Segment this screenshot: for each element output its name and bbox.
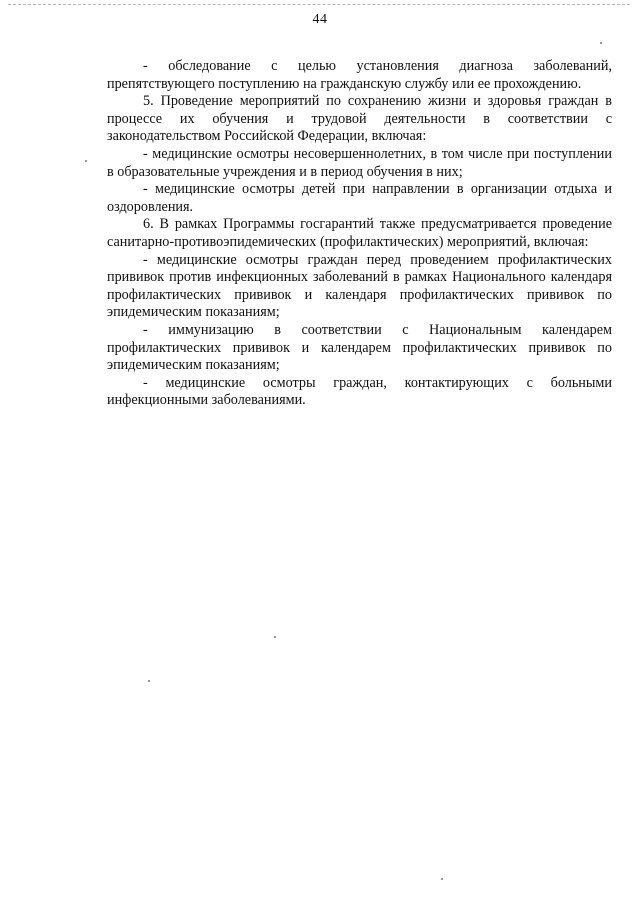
scan-speck	[148, 680, 150, 682]
paragraph-2: 5. Проведение мероприятий по сохранению жизни и здоровья граждан в процессе их обучения и трудовой деятельности в соответствии с законодательством Российской Федерации, включая:	[107, 93, 612, 145]
scan-speck	[85, 160, 87, 162]
paragraph-5: 6. В рамках Программы госгарантий также предусматривается проведение санитарно-противоэпидемических (профилактических) мероприятий, включая:	[107, 216, 612, 250]
paragraph-7: - иммунизацию в соответствии с Национальным календарем профилактических прививок и календарем профилактических прививок по эпидемическим показаниям;	[107, 321, 612, 374]
paragraph-6: - медицинские осмотры граждан перед проведением профилактических прививок против инфекционных заболеваний в рамках Национального календаря профилактических прививок и календаря профилактических прививок по эпидемическим показаниям;	[107, 251, 612, 321]
scan-speck	[274, 636, 276, 638]
scan-edge-line	[8, 4, 630, 5]
document-body	[107, 58, 612, 410]
scan-speck	[600, 42, 602, 44]
scan-speck	[441, 878, 443, 880]
paragraph-4: - медицинские осмотры детей при направлении в организации отдыха и оздоровления.	[107, 181, 612, 215]
paragraph-3: - медицинские осмотры несовершеннолетних, в том числе при поступлении в образовательные учреждения и в период обучения в них;	[107, 145, 612, 180]
paragraph-1: - обследование с целью установления диагноза заболеваний, препятствующего поступлению на гражданскую службу или ее прохождению.	[107, 58, 612, 92]
paragraph-8: - медицинские осмотры граждан, контактирующих с больными инфекционными заболеваниями.	[107, 374, 612, 409]
page-number: 44	[312, 12, 328, 27]
